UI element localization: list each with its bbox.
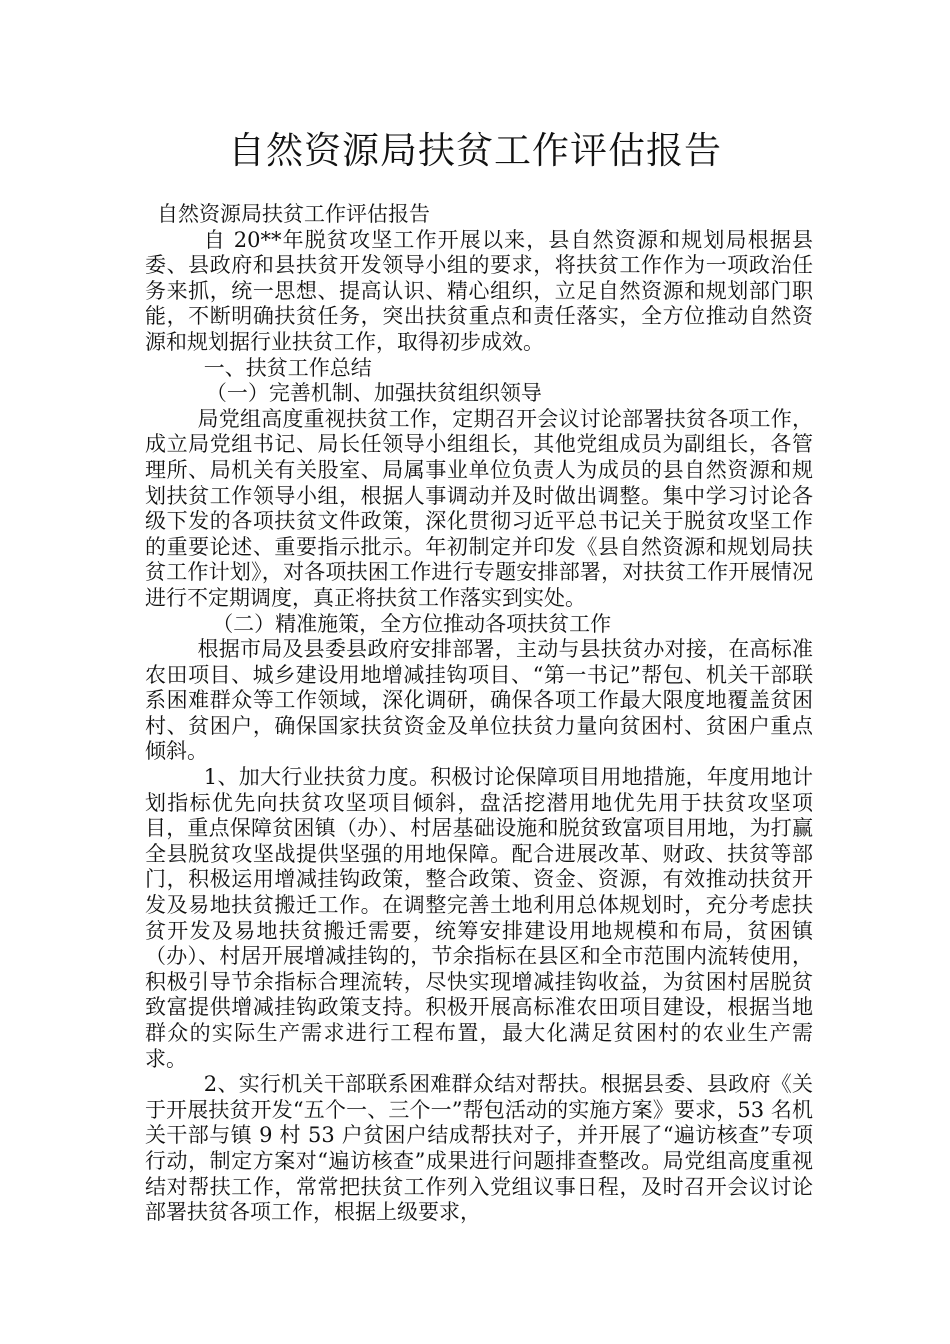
intro-paragraph: 自 20**年脱贫攻坚工作开展以来，县自然资源和规划局根据县委、县政府和县扶贫开发领导小组的要求，将扶贫工作作为一项政治任务来抓，统一思想、提高认识、精心组织，立足自然资源和规划部门职能，不断明确扶贫任务，突出扶贫重点和责任落实，全方位推动自然资源和规划据行业扶贫工作，取得初步成效。 <box>145 227 813 354</box>
body-paragraph-1: 局党组高度重视扶贫工作，定期召开会议讨论部署扶贫各项工作，成立局党组书记、局长任领导小组组长，其他党组成员为副组长，各管理所、局机关有关股室、局属事业单位负责人为成员的县自然资源和规划扶贫工作领导小组，根据人事调动并及时做出调整。集中学习讨论各级下发的各项扶贫文件政策，深化贯彻习近平总书记关于脱贫攻坚工作的重要论述、重要指示批示。年初制定并印发《县自然资源和规划局扶贫工作计划》，对各项扶困工作进行专题安排部署，对扶贫工作开展情况进行不定期调度，真正将扶贫工作落实到实处。 <box>145 406 813 610</box>
body-paragraph-2: 根据市局及县委县政府安排部署，主动与县扶贫办对接，在高标准农田项目、城乡建设用地增减挂钩项目、“第一书记”帮包、机关干部联系困难群众等工作领域，深化调研，确保各项工作最大限度地覆盖贫困村、贫困户，确保国家扶贫资金及单位扶贫力量向贫困村、贫困户重点倾斜。 <box>145 637 813 764</box>
report-subtitle: 自然资源局扶贫工作评估报告 <box>157 202 430 226</box>
body-paragraph-4: 2、实行机关干部联系困难群众结对帮扶。根据县委、县政府《关于开展扶贫开发“五个一、三个一”帮包活动的实施方案》要求，53 名机关干部与镇 9 村 53 户贫困户结成帮扶对子，并开展了“遍访核查”专项行动，制定方案对“遍访核查”成果进行问题排查整改。局党组高度重视结对帮扶工作，常常把扶贫工作列入党组议事日程，及时召开会议讨论部署扶贫各项工作，根据上级要求， <box>145 1072 813 1225</box>
document-body <box>145 202 813 1226</box>
document-title: 自然资源局扶贫工作评估报告 <box>228 129 722 172</box>
subsection-heading-2: （二）精准施策，全方位推动各项扶贫工作 <box>212 611 612 636</box>
subsection-heading-1: （一）完善机制、加强扶贫组织领导 <box>205 381 542 406</box>
body-paragraph-3: 1、加大行业扶贫力度。积极讨论保障项目用地措施，年度用地计划指标优先向扶贫攻坚项目倾斜，盘活挖潜用地优先用于扶贫攻坚项目，重点保障贫困镇（办）、村居基础设施和脱贫致富项目用地，为打赢全县脱贫攻坚战提供坚强的用地保障。配合进展改革、财政、扶贫等部门，积极运用增减挂钩政策，整合政策、资金、资源，有效推动扶贫开发及易地扶贫搬迁工作。在调整完善土地利用总体规划时，充分考虑扶贫开发及易地扶贫搬迁需要，统筹安排建设用地规模和布局，贫困镇（办）、村居开展增减挂钩的，节余指标在县区和全市范围内流转使用，积极引导节余指标合理流转，尽快实现增减挂钩收益，为贫困村居脱贫致富提供增减挂钩政策支持。积极开展高标准农田项目建设，根据当地群众的实际生产需求进行工程布置，最大化满足贫困村的农业生产需求。 <box>145 765 813 1071</box>
section-heading: 一、扶贫工作总结 <box>203 355 372 380</box>
